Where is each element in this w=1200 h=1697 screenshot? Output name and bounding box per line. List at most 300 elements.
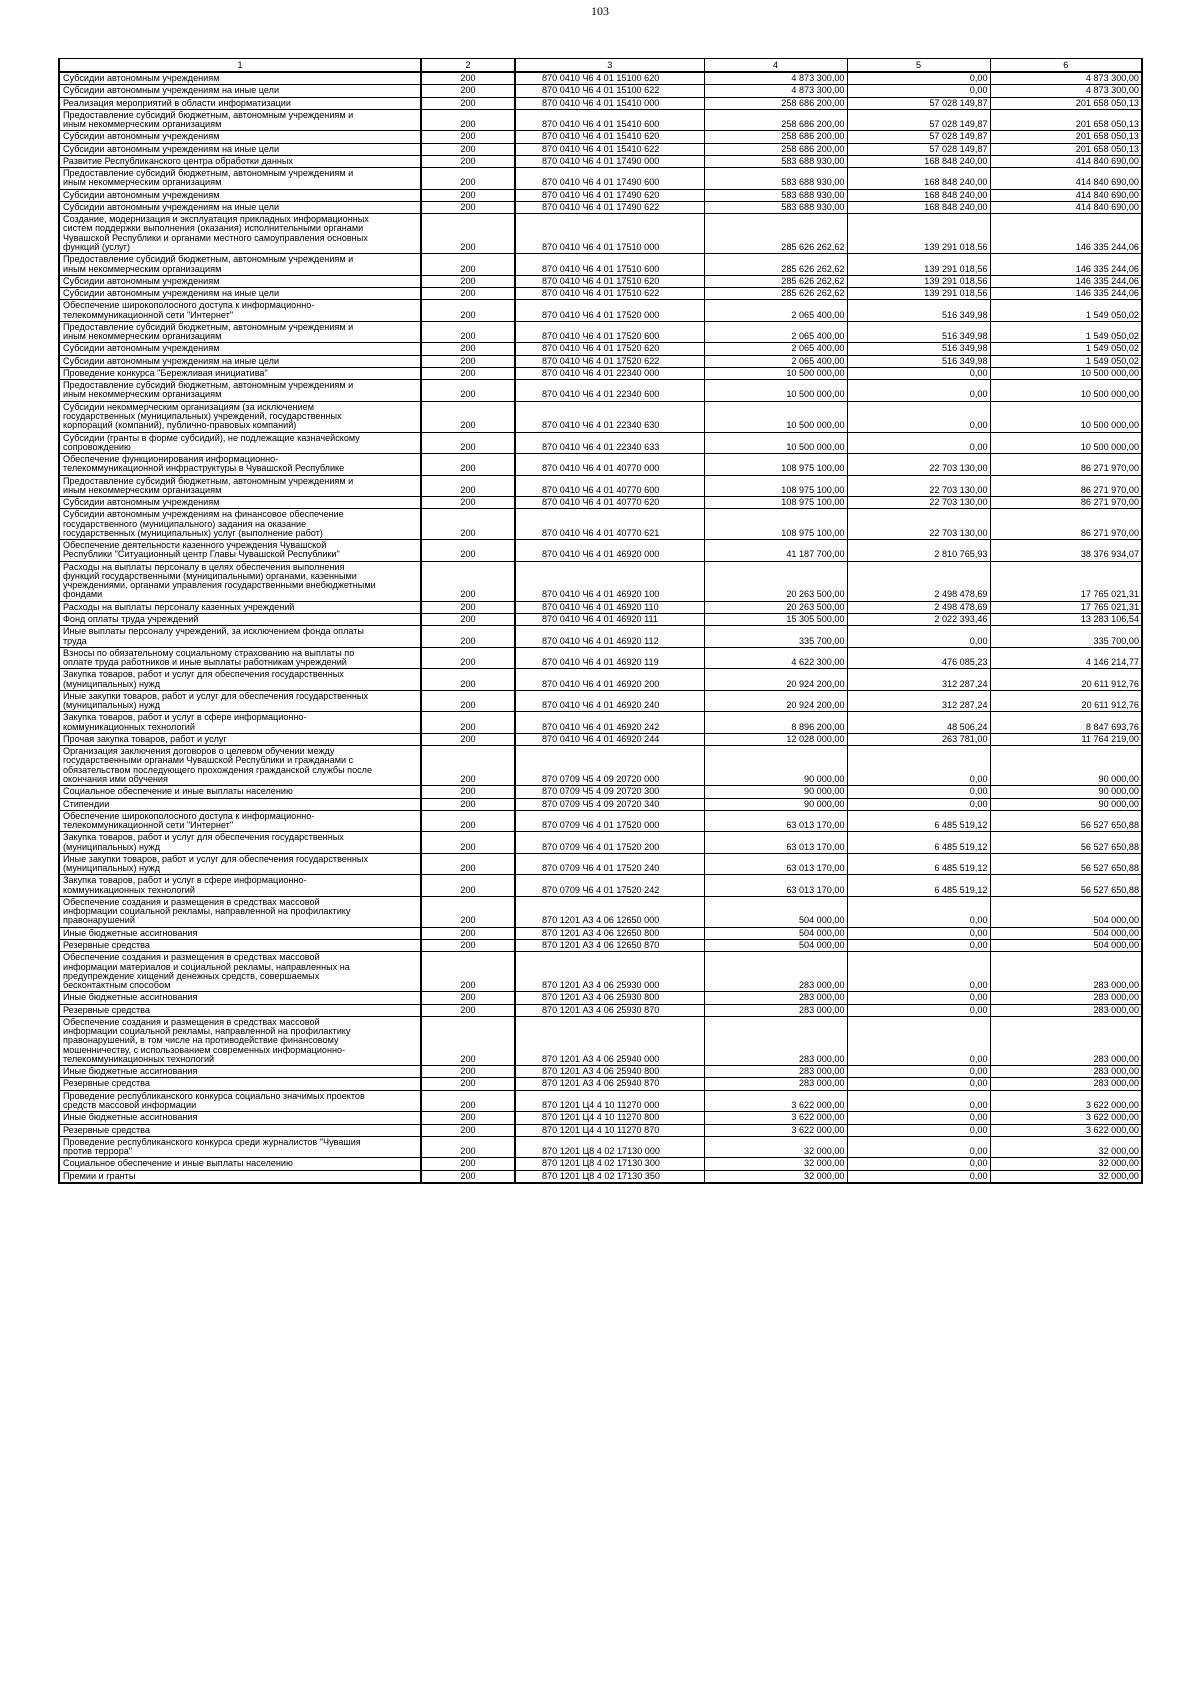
table-row	[59, 401, 1142, 432]
expense-name: Субсидии автономным учреждениям	[59, 72, 421, 85]
approved-amount: 258 686 200,00	[704, 131, 847, 143]
table-row	[59, 254, 1142, 276]
expense-name: Иные бюджетные ассигнования	[59, 992, 421, 1004]
unexecuted-amount: 20 611 912,76	[990, 669, 1142, 691]
line-code: 200	[421, 288, 515, 300]
budget-classification-code: 870 1201 Ц4 4 10 11270 800	[515, 1112, 704, 1124]
executed-amount: 0,00	[847, 1016, 990, 1065]
line-code: 200	[421, 275, 515, 287]
executed-amount: 0,00	[847, 367, 990, 379]
expense-name: Закупка товаров, работ и услуг для обеспечения государственных (муниципальных) нужд	[59, 832, 421, 854]
line-code: 200	[421, 85, 515, 97]
line-code: 200	[421, 1090, 515, 1112]
budget-classification-code: 870 1201 А3 4 06 25940 870	[515, 1078, 704, 1090]
approved-amount: 108 975 100,00	[704, 509, 847, 540]
budget-classification-code: 870 0410 Ч6 4 01 17520 622	[515, 355, 704, 367]
budget-classification-code: 870 0410 Ч6 4 01 17510 000	[515, 214, 704, 254]
budget-classification-code: 870 0410 Ч6 4 01 40770 620	[515, 497, 704, 509]
expense-name: Обеспечение широкополосного доступа к информационно- телекоммуникационной сети "Интернет"	[59, 810, 421, 832]
table-row	[59, 875, 1142, 897]
budget-classification-code: 870 1201 А3 4 06 25940 000	[515, 1016, 704, 1065]
line-code: 200	[421, 380, 515, 402]
table-row	[59, 1016, 1142, 1065]
table-row	[59, 275, 1142, 287]
unexecuted-amount: 86 271 970,00	[990, 509, 1142, 540]
expense-name: Организация заключения договоров о целевом обучении между государственными органами Чувашской Республики и гражданами с обязательством последующего прохождения гражданской службы после окончания ими обучения	[59, 746, 421, 786]
approved-amount: 504 000,00	[704, 939, 847, 951]
executed-amount: 22 703 130,00	[847, 497, 990, 509]
executed-amount: 0,00	[847, 626, 990, 648]
line-code: 200	[421, 939, 515, 951]
executed-amount: 0,00	[847, 746, 990, 786]
executed-amount: 0,00	[847, 1170, 990, 1183]
budget-classification-code: 870 0410 Ч6 4 01 46920 112	[515, 626, 704, 648]
table-row	[59, 601, 1142, 613]
executed-amount: 2 022 393,46	[847, 614, 990, 626]
expense-name: Резервные средства	[59, 1078, 421, 1090]
expense-name: Развитие Республиканского центра обработки данных	[59, 155, 421, 167]
table-row	[59, 810, 1142, 832]
unexecuted-amount: 283 000,00	[990, 1016, 1142, 1065]
approved-amount: 63 013 170,00	[704, 853, 847, 875]
line-code: 200	[421, 1158, 515, 1170]
budget-classification-code: 870 0410 Ч6 4 01 17520 620	[515, 343, 704, 355]
unexecuted-amount: 11 764 219,00	[990, 733, 1142, 745]
table-row	[59, 669, 1142, 691]
expense-name: Предоставление субсидий бюджетным, автономным учреждениям и иным некоммерческим организациям	[59, 254, 421, 276]
table-row	[59, 927, 1142, 939]
budget-classification-code: 870 0410 Ч6 4 01 17520 000	[515, 300, 704, 322]
line-code: 200	[421, 97, 515, 109]
table-row	[59, 1078, 1142, 1090]
executed-amount: 0,00	[847, 939, 990, 951]
line-code: 200	[421, 214, 515, 254]
unexecuted-amount: 504 000,00	[990, 896, 1142, 927]
unexecuted-amount: 10 500 000,00	[990, 432, 1142, 454]
executed-amount: 22 703 130,00	[847, 454, 990, 476]
line-code: 200	[421, 1004, 515, 1016]
unexecuted-amount: 201 658 050,13	[990, 109, 1142, 131]
line-code: 200	[421, 1016, 515, 1065]
unexecuted-amount: 3 622 000,00	[990, 1112, 1142, 1124]
budget-classification-code: 870 0410 Ч6 4 01 46920 111	[515, 614, 704, 626]
budget-classification-code: 870 0410 Ч6 4 01 15410 622	[515, 143, 704, 155]
unexecuted-amount: 414 840 690,00	[990, 201, 1142, 213]
unexecuted-amount: 90 000,00	[990, 786, 1142, 798]
unexecuted-amount: 283 000,00	[990, 1004, 1142, 1016]
expense-name: Проведение республиканского конкурса среди журналистов "Чувашия против террора"	[59, 1136, 421, 1158]
table-row	[59, 540, 1142, 562]
executed-amount: 22 703 130,00	[847, 475, 990, 497]
approved-amount: 4 622 300,00	[704, 647, 847, 669]
unexecuted-amount: 414 840 690,00	[990, 168, 1142, 190]
executed-amount: 168 848 240,00	[847, 168, 990, 190]
unexecuted-amount: 10 500 000,00	[990, 367, 1142, 379]
line-code: 200	[421, 1136, 515, 1158]
table-row	[59, 454, 1142, 476]
unexecuted-amount: 3 622 000,00	[990, 1124, 1142, 1136]
budget-classification-code: 870 0410 Ч6 4 01 46920 100	[515, 561, 704, 601]
budget-classification-code: 870 0709 Ч5 4 09 20720 300	[515, 786, 704, 798]
expense-name: Закупка товаров, работ и услуг в сфере информационно- коммуникационных технологий	[59, 875, 421, 897]
executed-amount: 2 498 478,69	[847, 601, 990, 613]
executed-amount: 0,00	[847, 72, 990, 85]
line-code: 200	[421, 201, 515, 213]
unexecuted-amount: 146 335 244,06	[990, 254, 1142, 276]
expense-name: Фонд оплаты труда учреждений	[59, 614, 421, 626]
unexecuted-amount: 4 873 300,00	[990, 85, 1142, 97]
unexecuted-amount: 86 271 970,00	[990, 454, 1142, 476]
line-code: 200	[421, 927, 515, 939]
expense-name: Взносы по обязательному социальному страхованию на выплаты по оплате труда работников и иные выплаты работникам учреждений	[59, 647, 421, 669]
unexecuted-amount: 1 549 050,02	[990, 355, 1142, 367]
table-row	[59, 853, 1142, 875]
unexecuted-amount: 17 765 021,31	[990, 561, 1142, 601]
approved-amount: 20 924 200,00	[704, 669, 847, 691]
approved-amount: 10 500 000,00	[704, 401, 847, 432]
executed-amount: 139 291 018,56	[847, 288, 990, 300]
executed-amount: 57 028 149,87	[847, 109, 990, 131]
line-code: 200	[421, 690, 515, 712]
line-code: 200	[421, 896, 515, 927]
approved-amount: 20 924 200,00	[704, 690, 847, 712]
line-code: 200	[421, 300, 515, 322]
approved-amount: 63 013 170,00	[704, 875, 847, 897]
table-row	[59, 1158, 1142, 1170]
approved-amount: 4 873 300,00	[704, 85, 847, 97]
expense-name: Расходы на выплаты персоналу казенных учреждений	[59, 601, 421, 613]
expense-name: Предоставление субсидий бюджетным, автономным учреждениям и иным некоммерческим организациям	[59, 168, 421, 190]
budget-classification-code: 870 1201 Ц4 4 10 11270 000	[515, 1090, 704, 1112]
budget-classification-code: 870 0410 Ч6 4 01 15410 600	[515, 109, 704, 131]
unexecuted-amount: 10 500 000,00	[990, 380, 1142, 402]
expense-name: Иные бюджетные ассигнования	[59, 1112, 421, 1124]
executed-amount: 0,00	[847, 1112, 990, 1124]
approved-amount: 285 626 262,62	[704, 288, 847, 300]
unexecuted-amount: 38 376 934,07	[990, 540, 1142, 562]
expense-name: Субсидии автономным учреждениям на иные цели	[59, 143, 421, 155]
executed-amount: 2 810 765,93	[847, 540, 990, 562]
line-code: 200	[421, 952, 515, 992]
line-code: 200	[421, 454, 515, 476]
executed-amount: 0,00	[847, 1078, 990, 1090]
unexecuted-amount: 335 700,00	[990, 626, 1142, 648]
approved-amount: 90 000,00	[704, 746, 847, 786]
executed-amount: 0,00	[847, 786, 990, 798]
approved-amount: 504 000,00	[704, 896, 847, 927]
approved-amount: 108 975 100,00	[704, 454, 847, 476]
approved-amount: 283 000,00	[704, 952, 847, 992]
expense-name: Иные бюджетные ассигнования	[59, 1066, 421, 1078]
approved-amount: 285 626 262,62	[704, 254, 847, 276]
line-code: 200	[421, 786, 515, 798]
unexecuted-amount: 201 658 050,13	[990, 131, 1142, 143]
expense-name: Расходы на выплаты персоналу в целях обеспечения выполнения функций государственными (муниципальными) органами, казенными учреждениями, органами управления государственными внебюджетными фондами	[59, 561, 421, 601]
budget-classification-code: 870 0410 Ч6 4 01 46920 200	[515, 669, 704, 691]
line-code: 200	[421, 1078, 515, 1090]
budget-classification-code: 870 0410 Ч6 4 01 17490 000	[515, 155, 704, 167]
unexecuted-amount: 20 611 912,76	[990, 690, 1142, 712]
expense-name: Субсидии автономным учреждениям на финансовое обеспечение государственного (муниципального) задания на оказание государственных (муниципальных) услуг (выполнение работ)	[59, 509, 421, 540]
unexecuted-amount: 201 658 050,13	[990, 143, 1142, 155]
budget-classification-code: 870 0410 Ч6 4 01 40770 600	[515, 475, 704, 497]
executed-amount: 6 485 519,12	[847, 810, 990, 832]
table-row	[59, 214, 1142, 254]
approved-amount: 10 500 000,00	[704, 380, 847, 402]
line-code: 200	[421, 155, 515, 167]
line-code: 200	[421, 832, 515, 854]
table-row	[59, 72, 1142, 85]
table-row	[59, 952, 1142, 992]
line-code: 200	[421, 1170, 515, 1183]
unexecuted-amount: 201 658 050,13	[990, 97, 1142, 109]
executed-amount: 139 291 018,56	[847, 254, 990, 276]
header-row	[59, 59, 1142, 73]
expense-name: Субсидии автономным учреждениям на иные цели	[59, 355, 421, 367]
budget-classification-code: 870 0410 Ч6 4 01 17520 600	[515, 321, 704, 343]
expense-name: Проведение республиканского конкурса социально значимых проектов средств массовой информации	[59, 1090, 421, 1112]
approved-amount: 10 500 000,00	[704, 432, 847, 454]
unexecuted-amount: 3 622 000,00	[990, 1090, 1142, 1112]
line-code: 200	[421, 72, 515, 85]
unexecuted-amount: 1 549 050,02	[990, 343, 1142, 355]
approved-amount: 583 688 930,00	[704, 201, 847, 213]
budget-classification-code: 870 0410 Ч6 4 01 46920 242	[515, 712, 704, 734]
expense-name: Реализация мероприятий в области информатизации	[59, 97, 421, 109]
expense-name: Субсидии (гранты в форме субсидий), не подлежащие казначейскому сопровождению	[59, 432, 421, 454]
budget-classification-code: 870 1201 Ц8 4 02 17130 300	[515, 1158, 704, 1170]
approved-amount: 283 000,00	[704, 1066, 847, 1078]
expense-name: Предоставление субсидий бюджетным, автономным учреждениям и иным некоммерческим организациям	[59, 321, 421, 343]
table-row	[59, 561, 1142, 601]
executed-amount: 0,00	[847, 992, 990, 1004]
budget-classification-code: 870 0410 Ч6 4 01 17490 620	[515, 189, 704, 201]
executed-amount: 168 848 240,00	[847, 189, 990, 201]
budget-classification-code: 870 0410 Ч6 4 01 22340 600	[515, 380, 704, 402]
table-row	[59, 131, 1142, 143]
line-code: 200	[421, 601, 515, 613]
expense-name: Обеспечение создания и размещения в средствах массовой информации социальной рекламы, направленной на профилактику правонарушений	[59, 896, 421, 927]
line-code: 200	[421, 626, 515, 648]
executed-amount: 6 485 519,12	[847, 832, 990, 854]
approved-amount: 2 065 400,00	[704, 355, 847, 367]
approved-amount: 583 688 930,00	[704, 168, 847, 190]
expense-name: Предоставление субсидий бюджетным, автономным учреждениям и иным некоммерческим организациям	[59, 380, 421, 402]
unexecuted-amount: 4 146 214,77	[990, 647, 1142, 669]
budget-classification-code: 870 0410 Ч6 4 01 46920 110	[515, 601, 704, 613]
executed-amount: 516 349,98	[847, 300, 990, 322]
table-row	[59, 690, 1142, 712]
column-header-6: 6	[990, 59, 1142, 73]
executed-amount: 0,00	[847, 927, 990, 939]
budget-classification-code: 870 0410 Ч6 4 01 17510 620	[515, 275, 704, 287]
table-row	[59, 1004, 1142, 1016]
budget-classification-code: 870 0410 Ч6 4 01 22340 630	[515, 401, 704, 432]
line-code: 200	[421, 143, 515, 155]
unexecuted-amount: 86 271 970,00	[990, 475, 1142, 497]
approved-amount: 63 013 170,00	[704, 832, 847, 854]
approved-amount: 258 686 200,00	[704, 143, 847, 155]
approved-amount: 32 000,00	[704, 1136, 847, 1158]
executed-amount: 516 349,98	[847, 343, 990, 355]
approved-amount: 283 000,00	[704, 992, 847, 1004]
approved-amount: 90 000,00	[704, 798, 847, 810]
expense-name: Резервные средства	[59, 1004, 421, 1016]
approved-amount: 583 688 930,00	[704, 155, 847, 167]
executed-amount: 0,00	[847, 401, 990, 432]
table-row	[59, 1066, 1142, 1078]
line-code: 200	[421, 561, 515, 601]
table-row	[59, 432, 1142, 454]
budget-classification-code: 870 0410 Ч6 4 01 17490 600	[515, 168, 704, 190]
executed-amount: 48 506,24	[847, 712, 990, 734]
approved-amount: 258 686 200,00	[704, 109, 847, 131]
unexecuted-amount: 146 335 244,06	[990, 214, 1142, 254]
unexecuted-amount: 56 527 650,88	[990, 832, 1142, 854]
unexecuted-amount: 56 527 650,88	[990, 853, 1142, 875]
unexecuted-amount: 56 527 650,88	[990, 875, 1142, 897]
budget-classification-code: 870 1201 А3 4 06 12650 800	[515, 927, 704, 939]
executed-amount: 0,00	[847, 1004, 990, 1016]
unexecuted-amount: 146 335 244,06	[990, 275, 1142, 287]
approved-amount: 285 626 262,62	[704, 275, 847, 287]
unexecuted-amount: 10 500 000,00	[990, 401, 1142, 432]
column-header-3: 3	[515, 59, 704, 73]
line-code: 200	[421, 733, 515, 745]
budget-classification-code: 870 0709 Ч5 4 09 20720 340	[515, 798, 704, 810]
expense-name: Закупка товаров, работ и услуг в сфере информационно- коммуникационных технологий	[59, 712, 421, 734]
budget-classification-code: 870 1201 Ц4 4 10 11270 870	[515, 1124, 704, 1136]
expense-name: Прочая закупка товаров, работ и услуг	[59, 733, 421, 745]
unexecuted-amount: 8 847 693,76	[990, 712, 1142, 734]
executed-amount: 476 085,23	[847, 647, 990, 669]
expense-name: Субсидии автономным учреждениям	[59, 343, 421, 355]
budget-classification-code: 870 0410 Ч6 4 01 46920 240	[515, 690, 704, 712]
budget-table	[58, 58, 1143, 1184]
expense-name: Обеспечение функционирования информационно- телекоммуникационной инфраструктуры в Чувашской Республике	[59, 454, 421, 476]
budget-classification-code: 870 1201 А3 4 06 12650 000	[515, 896, 704, 927]
table-row	[59, 155, 1142, 167]
approved-amount: 15 305 500,00	[704, 614, 847, 626]
executed-amount: 168 848 240,00	[847, 201, 990, 213]
table-row	[59, 746, 1142, 786]
executed-amount: 0,00	[847, 896, 990, 927]
unexecuted-amount: 146 335 244,06	[990, 288, 1142, 300]
approved-amount: 32 000,00	[704, 1170, 847, 1183]
executed-amount: 263 781,00	[847, 733, 990, 745]
expense-name: Субсидии автономным учреждениям на иные цели	[59, 288, 421, 300]
approved-amount: 3 622 000,00	[704, 1124, 847, 1136]
expense-name: Социальное обеспечение и иные выплаты населению	[59, 786, 421, 798]
budget-classification-code: 870 0410 Ч6 4 01 40770 621	[515, 509, 704, 540]
table-row	[59, 109, 1142, 131]
expense-name: Обеспечение создания и размещения в средствах массовой информации социальной рекламы, направленной на профилактику правонарушений, в том числе на противодействие финансовому мошенничеству, с использованием современных информационно- телекоммуникационных технологий	[59, 1016, 421, 1065]
executed-amount: 2 498 478,69	[847, 561, 990, 601]
executed-amount: 312 287,24	[847, 669, 990, 691]
line-code: 200	[421, 853, 515, 875]
expense-name: Субсидии автономным учреждениям	[59, 131, 421, 143]
table-row	[59, 647, 1142, 669]
approved-amount: 2 065 400,00	[704, 300, 847, 322]
executed-amount: 6 485 519,12	[847, 853, 990, 875]
executed-amount: 0,00	[847, 1090, 990, 1112]
line-code: 200	[421, 432, 515, 454]
budget-classification-code: 870 0410 Ч6 4 01 15100 622	[515, 85, 704, 97]
unexecuted-amount: 283 000,00	[990, 1078, 1142, 1090]
table-row	[59, 355, 1142, 367]
expense-name: Иные бюджетные ассигнования	[59, 927, 421, 939]
unexecuted-amount: 504 000,00	[990, 927, 1142, 939]
budget-classification-code: 870 0410 Ч6 4 01 17510 622	[515, 288, 704, 300]
line-code: 200	[421, 497, 515, 509]
table-row	[59, 189, 1142, 201]
table-row	[59, 626, 1142, 648]
expense-name: Обеспечение создания и размещения в средствах массовой информации материалов и социальной рекламы, направленных на предупреждение хищений денежных средств, совершаемых бесконтактным способом	[59, 952, 421, 992]
table-row	[59, 85, 1142, 97]
table-row	[59, 343, 1142, 355]
approved-amount: 20 263 500,00	[704, 601, 847, 613]
budget-classification-code: 870 1201 А3 4 06 25940 800	[515, 1066, 704, 1078]
line-code: 200	[421, 131, 515, 143]
expense-name: Субсидии автономным учреждениям на иные цели	[59, 201, 421, 213]
table-row	[59, 1170, 1142, 1183]
budget-classification-code: 870 0410 Ч6 4 01 15410 000	[515, 97, 704, 109]
unexecuted-amount: 32 000,00	[990, 1136, 1142, 1158]
approved-amount: 90 000,00	[704, 786, 847, 798]
approved-amount: 2 065 400,00	[704, 343, 847, 355]
executed-amount: 0,00	[847, 1158, 990, 1170]
line-code: 200	[421, 109, 515, 131]
budget-classification-code: 870 0709 Ч6 4 01 17520 242	[515, 875, 704, 897]
unexecuted-amount: 17 765 021,31	[990, 601, 1142, 613]
approved-amount: 3 622 000,00	[704, 1090, 847, 1112]
approved-amount: 583 688 930,00	[704, 189, 847, 201]
column-header-5: 5	[847, 59, 990, 73]
line-code: 200	[421, 475, 515, 497]
line-code: 200	[421, 1112, 515, 1124]
budget-classification-code: 870 0410 Ч6 4 01 15100 620	[515, 72, 704, 85]
budget-classification-code: 870 0410 Ч6 4 01 15410 620	[515, 131, 704, 143]
line-code: 200	[421, 401, 515, 432]
table-row	[59, 786, 1142, 798]
approved-amount: 108 975 100,00	[704, 497, 847, 509]
table-row	[59, 992, 1142, 1004]
expense-name: Обеспечение деятельности казенного учреждения Чувашской Республики "Ситуационный центр Главы Чувашской Республики"	[59, 540, 421, 562]
line-code: 200	[421, 1124, 515, 1136]
executed-amount: 139 291 018,56	[847, 275, 990, 287]
executed-amount: 168 848 240,00	[847, 155, 990, 167]
table-row	[59, 201, 1142, 213]
expense-name: Субсидии некоммерческим организациям (за исключением государственных (муниципальных) учреждений, государственных корпораций (компаний), публично-правовых компаний)	[59, 401, 421, 432]
unexecuted-amount: 86 271 970,00	[990, 497, 1142, 509]
executed-amount: 0,00	[847, 1124, 990, 1136]
table-row	[59, 143, 1142, 155]
line-code: 200	[421, 712, 515, 734]
table-body	[59, 72, 1142, 1183]
budget-classification-code: 870 0410 Ч6 4 01 17490 622	[515, 201, 704, 213]
executed-amount: 516 349,98	[847, 321, 990, 343]
table-row	[59, 939, 1142, 951]
executed-amount: 57 028 149,87	[847, 143, 990, 155]
executed-amount: 22 703 130,00	[847, 509, 990, 540]
line-code: 200	[421, 746, 515, 786]
expense-name: Иные закупки товаров, работ и услуг для обеспечения государственных (муниципальных) нужд	[59, 853, 421, 875]
unexecuted-amount: 283 000,00	[990, 952, 1142, 992]
line-code: 200	[421, 875, 515, 897]
table-row	[59, 168, 1142, 190]
line-code: 200	[421, 647, 515, 669]
line-code: 200	[421, 1066, 515, 1078]
